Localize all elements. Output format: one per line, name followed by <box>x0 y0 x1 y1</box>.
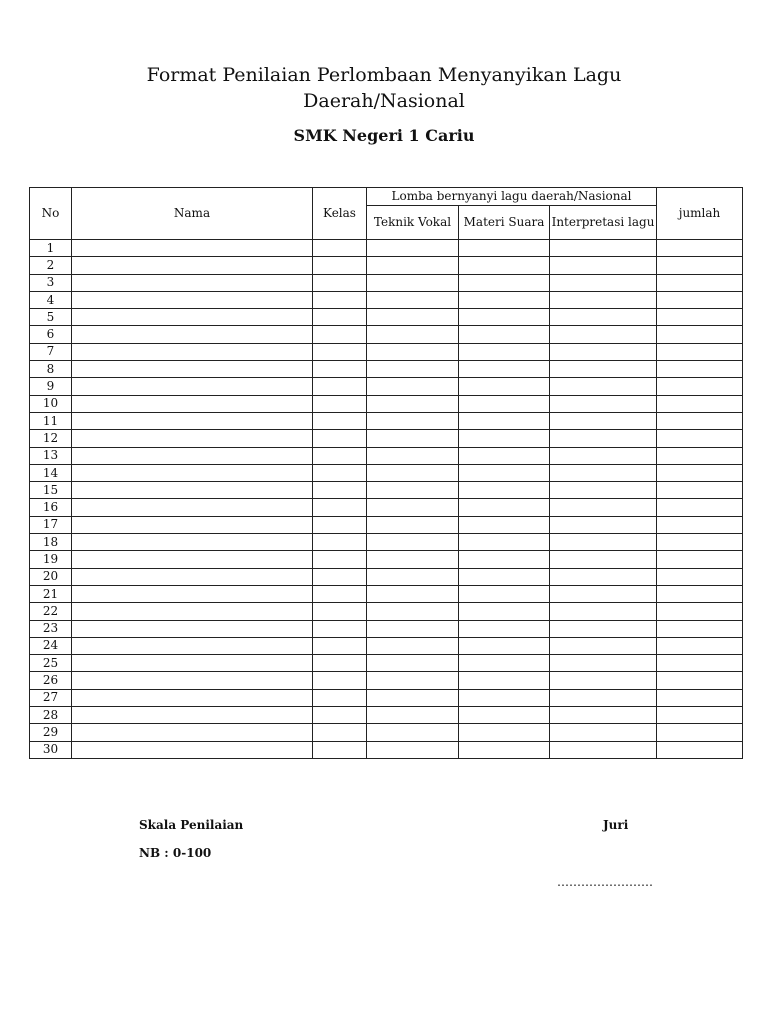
row-teknik-vokal <box>367 620 459 637</box>
row-kelas <box>313 378 367 395</box>
row-jumlah <box>657 464 743 481</box>
row-nama <box>72 361 313 378</box>
row-interpretasi-lagu <box>550 585 657 602</box>
row-no: 7 <box>30 343 72 360</box>
row-kelas <box>313 309 367 326</box>
row-teknik-vokal <box>367 707 459 724</box>
row-interpretasi-lagu <box>550 516 657 533</box>
row-no: 22 <box>30 603 72 620</box>
row-teknik-vokal <box>367 672 459 689</box>
row-jumlah <box>657 707 743 724</box>
table-row <box>30 534 743 551</box>
table-row <box>30 326 743 343</box>
row-interpretasi-lagu <box>550 655 657 672</box>
row-materi-suara <box>459 620 550 637</box>
row-materi-suara <box>459 257 550 274</box>
row-materi-suara <box>459 655 550 672</box>
row-materi-suara <box>459 395 550 412</box>
row-no: 24 <box>30 637 72 654</box>
row-interpretasi-lagu <box>550 482 657 499</box>
row-teknik-vokal <box>367 516 459 533</box>
header-nama: Nama <box>72 188 313 240</box>
row-materi-suara <box>459 309 550 326</box>
row-no: 9 <box>30 378 72 395</box>
row-no: 5 <box>30 309 72 326</box>
row-interpretasi-lagu <box>550 309 657 326</box>
row-no: 12 <box>30 430 72 447</box>
row-teknik-vokal <box>367 482 459 499</box>
row-nama <box>72 655 313 672</box>
row-kelas <box>313 499 367 516</box>
row-nama <box>72 534 313 551</box>
row-materi-suara <box>459 707 550 724</box>
row-jumlah <box>657 585 743 602</box>
row-kelas <box>313 343 367 360</box>
row-nama <box>72 291 313 308</box>
row-materi-suara <box>459 516 550 533</box>
row-teknik-vokal <box>367 724 459 741</box>
row-teknik-vokal <box>367 257 459 274</box>
row-teknik-vokal <box>367 447 459 464</box>
row-kelas <box>313 430 367 447</box>
row-no: 21 <box>30 585 72 602</box>
row-materi-suara <box>459 240 550 257</box>
row-kelas <box>313 620 367 637</box>
row-no: 10 <box>30 395 72 412</box>
row-no: 30 <box>30 741 72 758</box>
row-interpretasi-lagu <box>550 620 657 637</box>
row-kelas <box>313 672 367 689</box>
table-row <box>30 412 743 429</box>
row-no: 26 <box>30 672 72 689</box>
row-interpretasi-lagu <box>550 534 657 551</box>
row-interpretasi-lagu <box>550 603 657 620</box>
row-jumlah <box>657 724 743 741</box>
row-interpretasi-lagu <box>550 430 657 447</box>
row-materi-suara <box>459 689 550 706</box>
row-nama <box>72 412 313 429</box>
row-jumlah <box>657 672 743 689</box>
row-materi-suara <box>459 534 550 551</box>
row-kelas <box>313 707 367 724</box>
row-kelas <box>313 291 367 308</box>
row-kelas <box>313 689 367 706</box>
table-row <box>30 395 743 412</box>
header-teknik-vokal: Teknik Vokal <box>367 206 459 240</box>
row-nama <box>72 464 313 481</box>
row-interpretasi-lagu <box>550 412 657 429</box>
row-nama <box>72 257 313 274</box>
row-nama <box>72 274 313 291</box>
table-row <box>30 672 743 689</box>
table-row <box>30 447 743 464</box>
row-jumlah <box>657 291 743 308</box>
row-interpretasi-lagu <box>550 447 657 464</box>
row-teknik-vokal <box>367 534 459 551</box>
table-row <box>30 585 743 602</box>
row-no: 18 <box>30 534 72 551</box>
school-name: SMK Negeri 1 Cariu <box>293 126 475 145</box>
row-no: 3 <box>30 274 72 291</box>
title-line-1: Format Penilaian Perlombaan Menyanyikan Lagu <box>146 64 622 86</box>
row-jumlah <box>657 257 743 274</box>
row-jumlah <box>657 274 743 291</box>
row-interpretasi-lagu <box>550 361 657 378</box>
table-row <box>30 464 743 481</box>
row-materi-suara <box>459 568 550 585</box>
row-teknik-vokal <box>367 741 459 758</box>
row-kelas <box>313 361 367 378</box>
document-title <box>0 62 768 114</box>
row-nama <box>72 326 313 343</box>
row-no: 17 <box>30 516 72 533</box>
row-nama <box>72 603 313 620</box>
row-nama <box>72 568 313 585</box>
row-interpretasi-lagu <box>550 551 657 568</box>
row-jumlah <box>657 309 743 326</box>
row-kelas <box>313 568 367 585</box>
row-nama <box>72 689 313 706</box>
row-no: 23 <box>30 620 72 637</box>
row-nama <box>72 672 313 689</box>
row-jumlah <box>657 568 743 585</box>
row-kelas <box>313 724 367 741</box>
row-no: 28 <box>30 707 72 724</box>
row-kelas <box>313 257 367 274</box>
table-row <box>30 568 743 585</box>
table-body <box>30 240 743 759</box>
row-nama <box>72 637 313 654</box>
row-teknik-vokal <box>367 309 459 326</box>
table-row <box>30 620 743 637</box>
row-jumlah <box>657 655 743 672</box>
row-nama <box>72 343 313 360</box>
row-materi-suara <box>459 412 550 429</box>
row-kelas <box>313 274 367 291</box>
row-teknik-vokal <box>367 274 459 291</box>
row-kelas <box>313 412 367 429</box>
header-no: No <box>30 188 72 240</box>
row-materi-suara <box>459 603 550 620</box>
table-row <box>30 741 743 758</box>
row-no: 29 <box>30 724 72 741</box>
row-jumlah <box>657 343 743 360</box>
row-no: 1 <box>30 240 72 257</box>
row-teknik-vokal <box>367 378 459 395</box>
row-kelas <box>313 637 367 654</box>
row-nama <box>72 551 313 568</box>
row-jumlah <box>657 499 743 516</box>
row-kelas <box>313 464 367 481</box>
row-kelas <box>313 395 367 412</box>
row-interpretasi-lagu <box>550 637 657 654</box>
row-interpretasi-lagu <box>550 499 657 516</box>
row-jumlah <box>657 412 743 429</box>
row-no: 8 <box>30 361 72 378</box>
row-materi-suara <box>459 499 550 516</box>
row-nama <box>72 447 313 464</box>
score-table <box>29 187 743 759</box>
row-no: 11 <box>30 412 72 429</box>
row-no: 19 <box>30 551 72 568</box>
row-no: 14 <box>30 464 72 481</box>
table-row <box>30 499 743 516</box>
row-interpretasi-lagu <box>550 724 657 741</box>
row-nama <box>72 585 313 602</box>
row-kelas <box>313 482 367 499</box>
row-kelas <box>313 603 367 620</box>
row-kelas <box>313 655 367 672</box>
row-teknik-vokal <box>367 395 459 412</box>
table-row <box>30 551 743 568</box>
row-materi-suara <box>459 482 550 499</box>
row-materi-suara <box>459 430 550 447</box>
table-row <box>30 482 743 499</box>
table-row <box>30 361 743 378</box>
nb-label: NB : 0-100 <box>139 846 212 860</box>
juri-label: Juri <box>603 818 629 832</box>
row-no: 4 <box>30 291 72 308</box>
row-kelas <box>313 240 367 257</box>
row-jumlah <box>657 395 743 412</box>
row-materi-suara <box>459 637 550 654</box>
row-materi-suara <box>459 274 550 291</box>
table-row <box>30 257 743 274</box>
row-no: 27 <box>30 689 72 706</box>
row-teknik-vokal <box>367 637 459 654</box>
row-teknik-vokal <box>367 361 459 378</box>
row-materi-suara <box>459 378 550 395</box>
row-materi-suara <box>459 343 550 360</box>
table-row <box>30 637 743 654</box>
signature-line: …………………… <box>557 875 653 889</box>
row-no: 16 <box>30 499 72 516</box>
row-teknik-vokal <box>367 585 459 602</box>
row-nama <box>72 395 313 412</box>
row-interpretasi-lagu <box>550 240 657 257</box>
row-teknik-vokal <box>367 326 459 343</box>
row-materi-suara <box>459 551 550 568</box>
row-nama <box>72 240 313 257</box>
row-interpretasi-lagu <box>550 707 657 724</box>
row-no: 15 <box>30 482 72 499</box>
row-no: 13 <box>30 447 72 464</box>
row-materi-suara <box>459 291 550 308</box>
row-kelas <box>313 326 367 343</box>
row-interpretasi-lagu <box>550 672 657 689</box>
row-materi-suara <box>459 464 550 481</box>
row-jumlah <box>657 741 743 758</box>
table-row <box>30 291 743 308</box>
row-materi-suara <box>459 447 550 464</box>
row-jumlah <box>657 326 743 343</box>
header-jumlah: jumlah <box>657 188 743 240</box>
row-nama <box>72 741 313 758</box>
header-materi-suara: Materi Suara <box>459 206 550 240</box>
table-row <box>30 343 743 360</box>
table-row <box>30 655 743 672</box>
row-interpretasi-lagu <box>550 464 657 481</box>
row-kelas <box>313 741 367 758</box>
row-teknik-vokal <box>367 689 459 706</box>
row-teknik-vokal <box>367 551 459 568</box>
row-kelas <box>313 585 367 602</box>
row-materi-suara <box>459 672 550 689</box>
row-nama <box>72 707 313 724</box>
row-teknik-vokal <box>367 464 459 481</box>
row-nama <box>72 620 313 637</box>
row-teknik-vokal <box>367 568 459 585</box>
row-jumlah <box>657 447 743 464</box>
row-no: 6 <box>30 326 72 343</box>
table-row <box>30 516 743 533</box>
row-jumlah <box>657 378 743 395</box>
row-jumlah <box>657 603 743 620</box>
row-kelas <box>313 534 367 551</box>
table-row <box>30 430 743 447</box>
row-interpretasi-lagu <box>550 326 657 343</box>
row-interpretasi-lagu <box>550 378 657 395</box>
row-materi-suara <box>459 326 550 343</box>
table-row <box>30 274 743 291</box>
row-no: 2 <box>30 257 72 274</box>
row-nama <box>72 516 313 533</box>
row-nama <box>72 309 313 326</box>
row-materi-suara <box>459 585 550 602</box>
row-nama <box>72 378 313 395</box>
row-nama <box>72 430 313 447</box>
row-jumlah <box>657 516 743 533</box>
row-teknik-vokal <box>367 240 459 257</box>
row-materi-suara <box>459 361 550 378</box>
row-teknik-vokal <box>367 412 459 429</box>
row-jumlah <box>657 361 743 378</box>
table-row <box>30 707 743 724</box>
header-kelas: Kelas <box>313 188 367 240</box>
row-jumlah <box>657 482 743 499</box>
row-teknik-vokal <box>367 603 459 620</box>
row-teknik-vokal <box>367 430 459 447</box>
row-jumlah <box>657 637 743 654</box>
row-interpretasi-lagu <box>550 257 657 274</box>
header-group: Lomba bernyanyi lagu daerah/Nasional <box>367 188 657 206</box>
table-row <box>30 309 743 326</box>
row-kelas <box>313 516 367 533</box>
row-materi-suara <box>459 741 550 758</box>
row-jumlah <box>657 240 743 257</box>
row-teknik-vokal <box>367 343 459 360</box>
row-jumlah <box>657 430 743 447</box>
row-interpretasi-lagu <box>550 741 657 758</box>
row-interpretasi-lagu <box>550 568 657 585</box>
row-kelas <box>313 447 367 464</box>
row-jumlah <box>657 689 743 706</box>
table-row <box>30 689 743 706</box>
table-row <box>30 378 743 395</box>
row-kelas <box>313 551 367 568</box>
row-interpretasi-lagu <box>550 395 657 412</box>
row-jumlah <box>657 534 743 551</box>
row-no: 20 <box>30 568 72 585</box>
row-interpretasi-lagu <box>550 291 657 308</box>
table-row <box>30 724 743 741</box>
row-jumlah <box>657 620 743 637</box>
row-materi-suara <box>459 724 550 741</box>
row-teknik-vokal <box>367 499 459 516</box>
skala-label: Skala Penilaian <box>139 818 244 832</box>
row-interpretasi-lagu <box>550 274 657 291</box>
row-nama <box>72 482 313 499</box>
row-jumlah <box>657 551 743 568</box>
row-teknik-vokal <box>367 655 459 672</box>
table-row <box>30 240 743 257</box>
row-nama <box>72 499 313 516</box>
row-teknik-vokal <box>367 291 459 308</box>
table-row <box>30 603 743 620</box>
row-no: 25 <box>30 655 72 672</box>
title-line-2: Daerah/Nasional <box>303 90 465 112</box>
row-interpretasi-lagu <box>550 689 657 706</box>
row-nama <box>72 724 313 741</box>
row-interpretasi-lagu <box>550 343 657 360</box>
header-interpretasi-lagu: Interpretasi lagu <box>550 206 657 240</box>
